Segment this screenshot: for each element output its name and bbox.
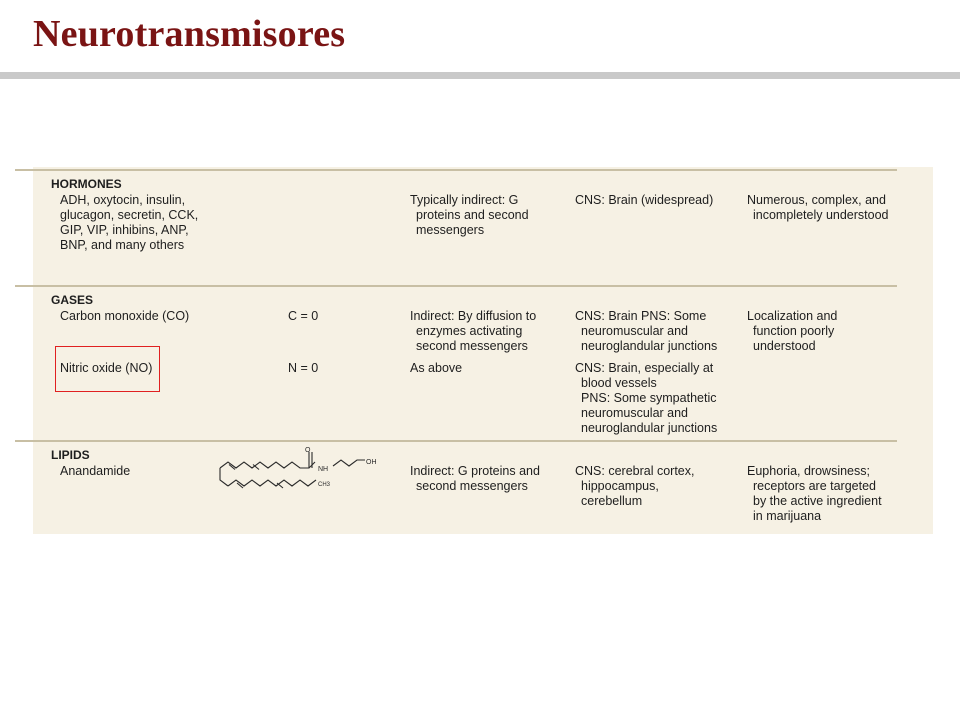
hormones-member-line: GIP, VIP, inhibins, ANP, — [60, 223, 189, 237]
hormones-location: CNS: Brain (widespread) — [575, 193, 714, 207]
co-location: neuroglandular junctions — [581, 339, 718, 353]
hormones-mechanism: Typically indirect: G — [410, 193, 519, 207]
co-location: CNS: Brain PNS: Some — [575, 309, 707, 323]
hormones-member-line: glucagon, secretin, CCK, — [60, 208, 199, 222]
hormones-effects: incompletely understood — [753, 208, 889, 222]
no-location: blood vessels — [581, 376, 657, 390]
hormones-mechanism: messengers — [416, 223, 485, 237]
no-location: PNS: Some sympathetic — [581, 391, 717, 405]
co-mechanism: enzymes activating — [416, 324, 523, 338]
hormones-effects: Numerous, complex, and — [747, 193, 886, 207]
no-location: neuroglandular junctions — [581, 421, 718, 435]
table-rule-top — [15, 169, 897, 171]
no-location: CNS: Brain, especially at — [575, 361, 714, 375]
no-location: neuromuscular and — [581, 406, 689, 420]
anandamide-mechanism: Indirect: G proteins and — [410, 464, 540, 478]
anandamide-effects: Euphoria, drowsiness; — [747, 464, 870, 478]
hormones-member-line: ADH, oxytocin, insulin, — [60, 193, 186, 207]
section-header-hormones: HORMONES — [51, 177, 122, 191]
table-rule-lipids — [15, 440, 897, 442]
co-effects: Localization and — [747, 309, 838, 323]
co-mechanism: second messengers — [416, 339, 528, 353]
mol-label-ch3: CH3 — [318, 482, 331, 488]
co-effects: function poorly — [753, 324, 835, 338]
anandamide-effects: by the active ingredient — [753, 494, 882, 508]
hormones-member-line: BNP, and many others — [60, 238, 185, 252]
section-header-lipids: LIPIDS — [51, 448, 90, 462]
nitric-oxide-highlight-box — [55, 346, 160, 392]
gas-structure-no: N = 0 — [288, 361, 319, 375]
anandamide-effects: receptors are targeted — [753, 479, 876, 493]
anandamide-location: cerebellum — [581, 494, 643, 508]
mol-label-o: O — [305, 447, 311, 454]
page-title: Neurotransmisores — [33, 13, 346, 55]
co-mechanism: Indirect: By diffusion to — [410, 309, 537, 323]
mol-label-nh: NH — [318, 466, 329, 473]
hormones-mechanism: proteins and second — [416, 208, 529, 222]
table-rule-gases — [15, 285, 897, 287]
gas-name-no: Nitric oxide (NO) — [60, 361, 153, 375]
anandamide-structure-diagram — [215, 446, 385, 506]
anandamide-location: hippocampus, — [581, 479, 659, 493]
co-effects: understood — [753, 339, 816, 353]
gas-name-co: Carbon monoxide (CO) — [60, 309, 190, 323]
anandamide-effects: in marijuana — [753, 509, 822, 523]
section-header-gases: GASES — [51, 293, 94, 307]
mol-label-oh: OH — [366, 459, 377, 466]
title-divider — [0, 72, 960, 79]
lipid-name-anandamide: Anandamide — [60, 464, 131, 478]
co-location: neuromuscular and — [581, 324, 689, 338]
anandamide-location: CNS: cerebral cortex, — [575, 464, 695, 478]
anandamide-mechanism: second messengers — [416, 479, 528, 493]
gas-structure-co: C = 0 — [288, 309, 319, 323]
no-mechanism: As above — [410, 361, 463, 375]
